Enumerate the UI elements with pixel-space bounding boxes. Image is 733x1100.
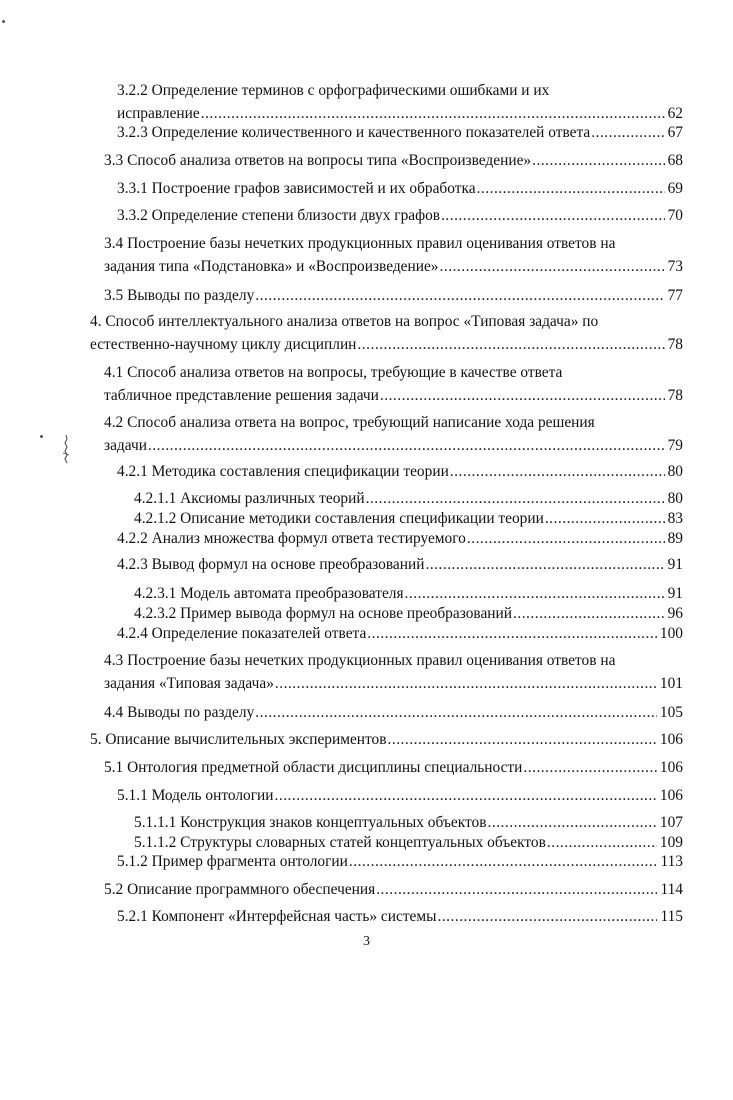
toc-entry-title: 4.2.3.1 Модель автомата преобразователя	[134, 585, 404, 602]
toc-entry-page: 80	[667, 463, 683, 480]
toc-entry-title: 5.1.1.1 Конструкция знаков концептуальных объектов	[134, 814, 487, 831]
toc-entry-title: 4. Способ интеллектуального анализа ответов на вопрос «Типовая задача» по	[90, 313, 599, 330]
toc-entry-title: 4.2.2 Анализ множества формул ответа тестируемого	[117, 530, 466, 547]
toc-entry	[104, 232, 683, 278]
toc-entry	[90, 310, 683, 356]
toc-entry	[104, 284, 683, 307]
toc-entry	[104, 649, 683, 695]
toc-entry-page: 113	[660, 853, 683, 870]
toc-entry-page: 115	[660, 908, 683, 925]
toc-entry	[117, 460, 683, 483]
toc-entry-title: 3.2.2 Определение терминов с орфографическими ошибками и их	[117, 82, 550, 99]
margin-scribble	[60, 433, 72, 469]
page-number: 3	[363, 934, 370, 949]
toc-entry-title: 3.3 Способ анализа ответов на вопросы типа «Воспроизведение»	[104, 152, 532, 169]
toc-entry-title: 3.3.2 Определение степени близости двух графов	[117, 207, 441, 224]
toc-entry-title: 4.2.3 Вывод формул на основе преобразований	[117, 556, 425, 573]
leader-dots	[523, 756, 657, 779]
toc-entry	[117, 121, 683, 144]
toc-entry-page: 105	[659, 704, 683, 721]
toc-entry-title: 4.2.1.2 Описание методики составления спецификации теории	[134, 510, 544, 527]
toc-entry-page: 77	[667, 287, 683, 304]
toc-entry-title: задания типа «Подстановка» и «Воспроизведение»	[104, 258, 439, 275]
toc-entry	[117, 784, 683, 807]
leader-dots	[255, 701, 657, 724]
toc-entry-page: 70	[667, 207, 683, 224]
toc-entry-title: задачи	[104, 437, 147, 454]
toc-entry-page: 83	[667, 510, 683, 527]
toc-entry-page: 73	[667, 258, 683, 275]
toc-entry-title: 5. Описание вычислительных экспериментов	[90, 731, 387, 748]
toc-entry	[104, 361, 683, 407]
toc-entry-title: 3.4 Построение базы нечетких продукционных правил оценивания ответов на	[104, 235, 616, 252]
toc-entry-page: 106	[659, 759, 683, 776]
leader-dots	[425, 553, 664, 576]
toc-entry-title: 4.4 Выводы по разделу	[104, 704, 255, 721]
toc-entry-title: 4.3 Построение базы нечетких продукционных правил оценивания ответов на	[104, 652, 616, 669]
leader-dots	[148, 434, 665, 457]
toc-entry	[104, 756, 683, 779]
toc-entry	[117, 79, 683, 125]
toc-entry	[117, 622, 683, 645]
toc-entry-page: 91	[667, 556, 683, 573]
toc-entry-title: задания «Типовая задача»	[104, 675, 274, 692]
toc-entry-title: исправление	[117, 105, 200, 122]
toc-entry-title: 5.2 Описание программного обеспечения	[104, 881, 376, 898]
toc-entry-page: 62	[667, 105, 683, 122]
toc-entry-page: 78	[667, 336, 683, 353]
toc-entry-title: 5.2.1 Компонент «Интерфейсная часть» системы	[117, 908, 437, 925]
leader-dots	[591, 121, 664, 144]
toc-entry-page: 79	[667, 437, 683, 454]
toc-entry-title: 5.1.1.2 Структуры словарных статей концептуальных объектов	[134, 834, 546, 851]
leader-dots	[437, 905, 657, 928]
toc-entry-page: 91	[667, 585, 683, 602]
leader-dots	[367, 622, 657, 645]
toc-entry-title: 4.2.3.2 Пример вывода формул на основе преобразований	[134, 605, 512, 622]
toc-entry-page: 69	[667, 180, 683, 197]
scan-speck	[40, 435, 43, 438]
toc-entry-title: 5.1 Онтология предметной области дисциплины специальности	[104, 759, 523, 776]
leader-dots	[440, 255, 665, 278]
toc-entry-page: 114	[660, 881, 683, 898]
leader-dots	[477, 177, 665, 200]
toc-entry-title: 4.2.1.1 Аксиомы различных теорий	[134, 490, 365, 507]
toc-entry-page: 96	[667, 605, 683, 622]
leader-dots	[450, 460, 665, 483]
toc-entry-page: 80	[667, 490, 683, 507]
toc-entry-title: 3.5 Выводы по разделу	[104, 287, 255, 304]
toc-entry-title: 4.2.1 Методика составления спецификации теории	[117, 463, 449, 480]
leader-dots	[532, 149, 665, 172]
toc-entry	[117, 177, 683, 200]
leader-dots	[467, 527, 665, 550]
toc-entry-page: 89	[667, 530, 683, 547]
toc-entry	[117, 204, 683, 227]
toc-entry	[117, 527, 683, 550]
toc-entry	[104, 411, 683, 457]
leader-dots	[376, 878, 657, 901]
toc-entry-title: табличное представление решения задачи	[104, 387, 379, 404]
toc-entry	[104, 701, 683, 724]
toc-entry-page: 106	[659, 787, 683, 804]
leader-dots	[441, 204, 665, 227]
toc-entry-page: 107	[659, 814, 683, 831]
scan-speck	[2, 20, 5, 23]
toc-entry-title: 5.1.1 Модель онтологии	[117, 787, 274, 804]
toc-entry-page: 101	[659, 675, 683, 692]
leader-dots	[275, 784, 657, 807]
toc-entry-title: 3.3.1 Построение графов зависимостей и их обработка	[117, 180, 476, 197]
toc-entry-page: 109	[659, 834, 683, 851]
toc-entry-title: 4.2 Способ анализа ответа на вопрос, требующий написание хода решения	[104, 414, 595, 431]
toc-entry-page: 78	[667, 387, 683, 404]
leader-dots	[380, 384, 665, 407]
toc-entry-title: естественно-научному циклу дисциплин	[90, 336, 357, 353]
toc-entry-page: 100	[659, 625, 683, 642]
toc-entry-title: 3.2.3 Определение количественного и качественного показателей ответа	[117, 124, 591, 141]
toc-entry	[90, 728, 683, 751]
toc-entry	[117, 905, 683, 928]
toc-entry-page: 106	[659, 731, 683, 748]
leader-dots	[255, 284, 664, 307]
toc-entry	[117, 850, 683, 873]
toc-entry	[104, 149, 683, 172]
leader-dots	[275, 672, 657, 695]
toc-entry-title: 4.2.4 Определение показателей ответа	[117, 625, 367, 642]
leader-dots	[388, 728, 657, 751]
leader-dots	[357, 333, 664, 356]
scribble-mark	[60, 433, 72, 469]
toc-entry-page: 67	[667, 124, 683, 141]
toc-entry	[104, 878, 683, 901]
toc-entry-title: 4.1 Способ анализа ответов на вопросы, требующие в качестве ответа	[104, 364, 563, 381]
toc-entry	[117, 553, 683, 576]
toc-entry-title: 5.1.2 Пример фрагмента онтологии	[117, 853, 348, 870]
toc-entry-page: 68	[667, 152, 683, 169]
leader-dots	[349, 850, 658, 873]
